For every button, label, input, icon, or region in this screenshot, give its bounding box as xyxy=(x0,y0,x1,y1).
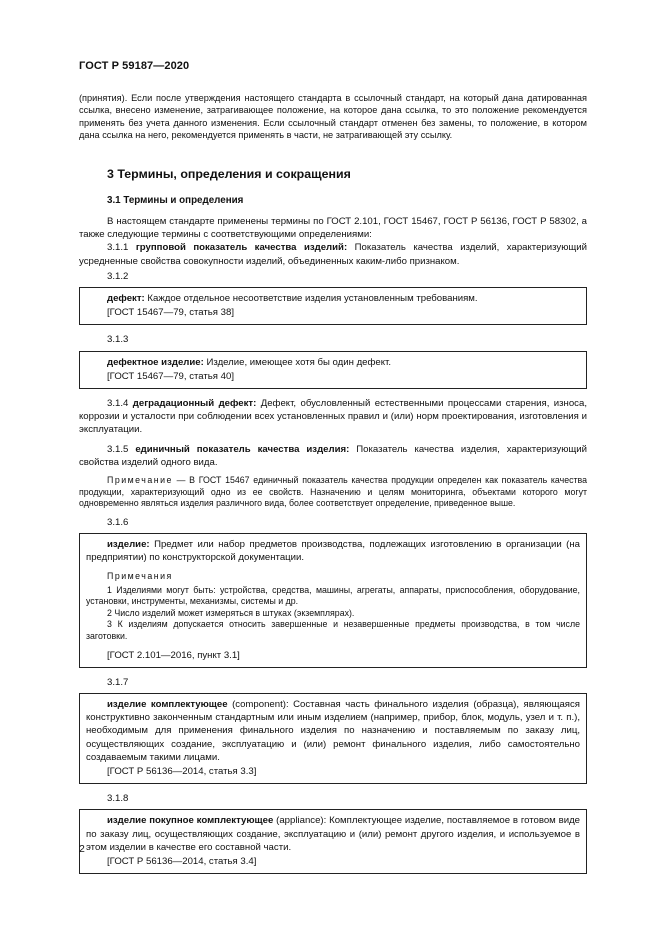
term-name: изделие покупное комплектующее xyxy=(107,815,274,827)
term-number: 3.1.4 xyxy=(107,398,129,410)
subsection-title: 3.1 Термины и определения xyxy=(107,194,244,206)
note-label: Примечание xyxy=(107,475,173,486)
term-number-3-1-7: 3.1.7 xyxy=(107,676,129,688)
term-definition: Показатель качества изделий, характеризующий усредненные свойства совокупности изделий, объединенных каким-либо признаком. xyxy=(79,242,588,267)
term-definition: Показатель качества изделия, характеризующий свойства изделий одного вида. xyxy=(79,443,587,468)
term-english: (appliance): xyxy=(273,815,330,827)
note-item: 3 К изделиям допускается относить завершенные и незавершенные предметы производства, в том числе заготовки. xyxy=(86,619,580,642)
term-definition: Составная часть финального изделия (образца), являющаяся конструктивно законченным стандартным или иным изделием (например, прибор, блок, модуль, узел и т. п.), необходимым для применения финального изделия по назначению и поставляемым по заказу лиц, осуществляющих создание, эксплуатацию и (или) ремонт финального изделия, либо самостоятельно создаваемым такими лицами. xyxy=(86,699,580,763)
term-definition: Комплектующее изделие, поставляемое в готовом виде по заказу лиц, осуществляющих создание, эксплуатацию и (или) ремонт другого изделия, и используемое в этом изделии в качестве его составной части. xyxy=(86,815,580,853)
term-text xyxy=(86,698,580,764)
page-content xyxy=(79,92,587,882)
term-name: изделие: xyxy=(107,539,150,551)
term-box-3-1-7 xyxy=(79,693,587,784)
term-box-3-1-8 xyxy=(79,809,587,874)
term-text xyxy=(86,814,580,854)
term-definition: Изделие, имеющее хотя бы один дефект. xyxy=(206,356,392,368)
note-item: 2 Число изделий может измеряться в штуках (экземплярах). xyxy=(107,607,355,618)
term-number: 3.1.5 xyxy=(107,443,129,455)
term-number-3-1-8: 3.1.8 xyxy=(107,793,129,805)
term-3-1-4 xyxy=(79,397,587,437)
term-number-3-1-6: 3.1.6 xyxy=(107,516,129,528)
page-number: 2 xyxy=(79,843,85,855)
term-box-3-1-3 xyxy=(79,351,587,389)
term-number-3-1-3: 3.1.3 xyxy=(107,334,129,346)
term-source: [ГОСТ Р 56136—2014, статья 3.4] xyxy=(107,856,257,868)
term-3-1-5 xyxy=(79,443,587,469)
term-text xyxy=(86,356,580,369)
notes-label: Примечания xyxy=(107,571,173,582)
intro-paragraph: (принятия). Если после утверждения настоящего стандарта в ссылочный стандарт, на который дана датированная ссылка, внесено изменение, затрагивающее положение, на которое дана ссылка, то это положение рекомендуется применять без учета данного изменения. Если ссылочный стандарт отменен без замены, то положение, в котором дана ссылка на него, рекомендуется применять в части, не затрагивающей эту ссылку. xyxy=(79,93,587,141)
term-name: дефект: xyxy=(107,293,145,305)
note-text: — В ГОСТ 15467 единичный показатель качества продукции определен как показатель качества продукции, характеризующий одно из ее свойств. Назначению и целям мониторинга, объектами которого могут одновременно являться изделия различного вида, более соответствует определение, приведенное выше. xyxy=(79,475,587,509)
term-number-3-1-2: 3.1.2 xyxy=(107,270,129,282)
term-name: единичный показатель качества изделия: xyxy=(135,443,350,455)
note-3-1-5 xyxy=(79,475,587,510)
document-header: ГОСТ Р 59187—2020 xyxy=(79,60,190,72)
section-title: 3 Термины, определения и сокращения xyxy=(107,166,351,181)
term-name: изделие комплектующее xyxy=(107,699,228,711)
note-item: 1 Изделиями могут быть: устройства, средства, машины, агрегаты, аппараты, приспособления, оборудование, установки, инструменты, механизмы, системы и др. xyxy=(86,584,580,607)
term-source: [ГОСТ 15467—79, статья 38] xyxy=(107,307,234,319)
term-name: дефектное изделие: xyxy=(107,356,204,368)
term-definition: Каждое отдельное несоответствие изделия установленным требованиям. xyxy=(147,293,478,305)
term-source: [ГОСТ 2.101—2016, пункт 3.1] xyxy=(107,649,240,661)
term-box-3-1-6 xyxy=(79,533,587,668)
term-definition: Предмет или набор предметов производства, подлежащих изготовлению в организации (на предприятии) по конструкторской документации. xyxy=(86,539,580,564)
term-3-1-1 xyxy=(79,241,587,267)
term-source: [ГОСТ 15467—79, статья 40] xyxy=(107,370,234,382)
term-english: (component): xyxy=(227,699,294,711)
term-box-3-1-2 xyxy=(79,287,587,325)
term-definition: Дефект, обусловленный естественными процессами старения, износа, коррозии и усталости при соблюдении всех установленных правил и (или) норм проектирования, изготовления и эксплуатации. xyxy=(79,398,587,436)
term-name: деградационный дефект: xyxy=(132,398,257,410)
term-number: 3.1.1 xyxy=(107,242,129,254)
lead-paragraph: В настоящем стандарте применены термины по ГОСТ 2.101, ГОСТ 15467, ГОСТ Р 56136, ГОСТ Р 58302, а также следующие термины с соответствующими определениями: xyxy=(79,216,587,241)
term-source: [ГОСТ Р 56136—2014, статья 3.3] xyxy=(107,766,257,778)
term-text xyxy=(86,292,580,305)
term-name: групповой показатель качества изделий: xyxy=(135,242,348,254)
term-text xyxy=(86,538,580,564)
